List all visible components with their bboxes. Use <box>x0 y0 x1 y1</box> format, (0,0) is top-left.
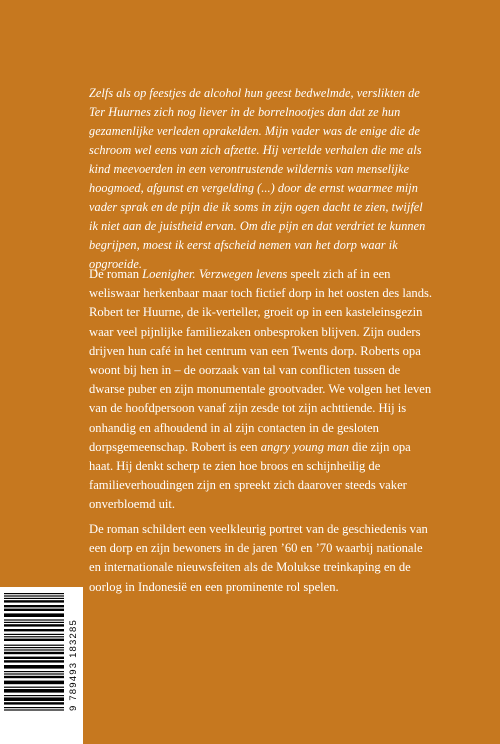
barcode-bar <box>4 676 64 678</box>
isbn-number: 9 789493 183285 <box>68 619 79 711</box>
barcode-bar <box>4 673 64 674</box>
barcode-bar <box>4 634 64 635</box>
intro-quote: Zelfs als op feestjes de alcohol hun geest bedwelmde, verslikten de Ter Huurnes zich nog liever in de borrelnootjes dan dat ze hun gezamenlijke verleden oprakelden. Mijn vader was de enige die de schroom wel eens van zich afzette. Hij vertelde verhalen die me als kind meevoerden in een verontrustende wildernis van menselijke hoogmoed, afgunst en vergelding (...) door de ernst waarmee mijn vader sprak en de pijn die ik soms in zijn ogen dacht te zien, twijfel ik niet aan de juistheid ervan. Om die pijn en dat verdriet te kunnen begrijpen, moest ik eerst afscheid nemen van het dorp waar ik opgroeide. <box>89 86 426 271</box>
synopsis-paragraph-1 <box>89 265 434 515</box>
barcode-bar <box>4 707 64 708</box>
synopsis-text: die zijn opa haat. Hij denkt scherp te zien hoe broos en schijnheilig de familieverhoudingen zijn en spreekt zich daarover steeds vaker onverbloemd uit. <box>89 439 411 512</box>
barcode-bar <box>4 609 64 611</box>
barcode-bar <box>4 629 64 631</box>
barcode-bar <box>4 689 64 693</box>
synopsis-text: De roman <box>89 267 143 281</box>
barcode-bar <box>4 624 64 626</box>
synopsis-paragraph-2: De roman schildert een veelkleurig portret van de geschiedenis van een dorp en zijn bewoners in de jaren ’60 en ’70 waarbij nationale en internationale nieuwsfeiten als de Molukse treinkaping en de oorlog in Indonesië en een prominente rol spelen. <box>89 522 428 594</box>
barcode-bar <box>4 647 64 648</box>
barcode-bar <box>4 619 64 620</box>
synopsis-text: speelt zich af in een weliswaar herkenbaar maar toch fictief dorp in het oosten des lands. Robert ter Huurne, de ik-verteller, groeit op in een kasteleinsgezin waar veel pijnlijke familiezaken onbesproken blijven. Zijn ouders drijven hun café in het centrum van een Twents dorp. Roberts opa woont bij hen in – de oorzaak van tal van conflicten tussen de dwarse puber en zijn monumentale grootvader. We volgen het leven van de hoofdpersoon vanaf zijn zesde tot zijn achttiende. Hij is onhandig en afhoudend in al zijn contacten in de gesloten dorpsgemeenschap. Robert is een <box>89 267 433 454</box>
barcode-bar <box>4 639 64 641</box>
barcode-bar <box>4 652 64 654</box>
barcode-bar <box>4 598 64 599</box>
barcode-bar <box>4 665 64 669</box>
barcode-bar <box>4 709 64 710</box>
barcode-bar <box>4 605 64 607</box>
barcode-bar <box>4 593 64 594</box>
barcode-bar <box>4 636 64 637</box>
barcode-bar <box>4 697 64 701</box>
barcode-bar <box>4 649 64 650</box>
barcode-bar <box>4 595 64 596</box>
barcode-bar <box>4 671 64 672</box>
barcode-bar <box>4 622 64 623</box>
barcode-bar <box>4 660 64 662</box>
barcode-bar <box>4 645 64 646</box>
emphasis-phrase: angry young man <box>260 439 349 454</box>
barcode-bar <box>4 695 64 696</box>
barcode-bar <box>4 687 64 688</box>
barcode-bar <box>4 681 64 685</box>
book-title: Loenigher. Verzwegen levens <box>142 267 288 281</box>
barcode-bar <box>4 600 64 602</box>
barcode-bar <box>4 657 64 659</box>
barcode-bar <box>4 613 64 617</box>
barcode-bar <box>4 702 64 704</box>
